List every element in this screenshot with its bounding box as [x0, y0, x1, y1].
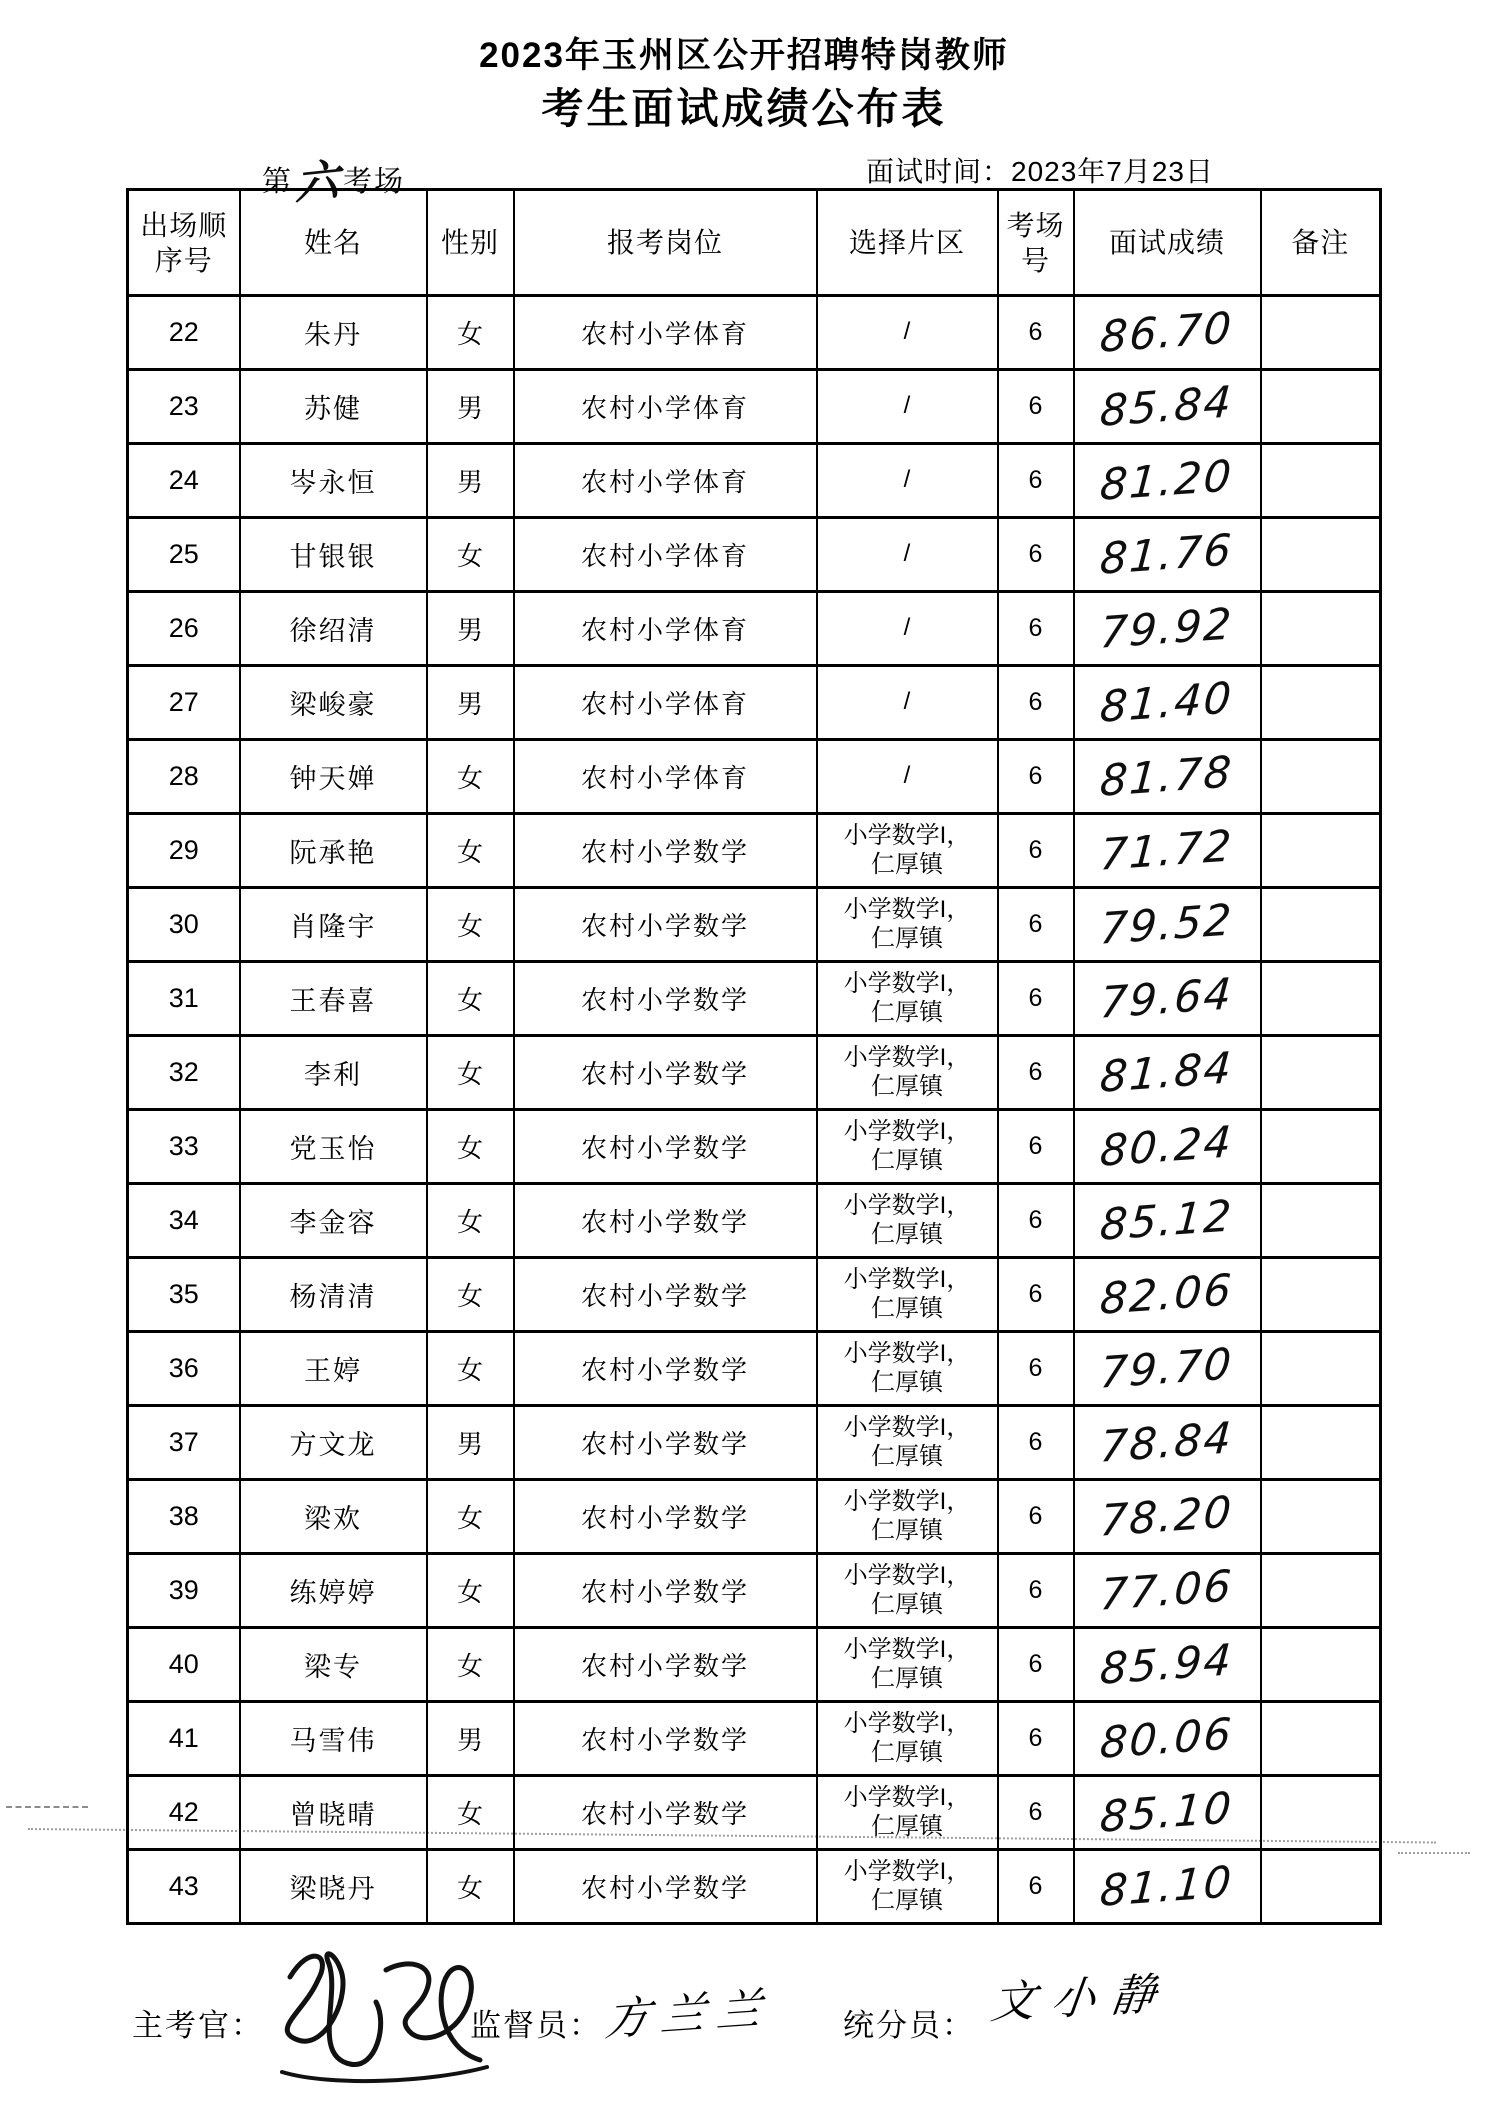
cell-name: 梁欢: [240, 1480, 427, 1554]
table-row: [128, 1776, 1381, 1850]
cell-score: [1074, 740, 1261, 814]
score-table-header-row: [128, 190, 1381, 296]
cell-district: 小学数学I， 仁厚镇: [817, 1258, 998, 1332]
handwritten-score: 79.64: [1098, 968, 1236, 1029]
cell-room: 6: [998, 592, 1074, 666]
exam-room-suffix: 考场: [343, 166, 406, 198]
table-row: [128, 814, 1381, 888]
handwritten-score: 79.70: [1098, 1338, 1236, 1399]
header-district: 选择片区: [817, 190, 998, 296]
cell-remark: [1261, 666, 1381, 740]
cell-room: 6: [998, 1554, 1074, 1628]
handwritten-score: 78.20: [1098, 1486, 1236, 1547]
handwritten-score: 80.06: [1098, 1708, 1236, 1769]
cell-position: 农村小学体育: [514, 666, 817, 740]
cell-district: /: [817, 666, 998, 740]
cell-order: 42: [128, 1776, 240, 1850]
cell-score: [1074, 1480, 1261, 1554]
cell-district: 小学数学I， 仁厚镇: [817, 1036, 998, 1110]
cell-room: 6: [998, 1184, 1074, 1258]
cell-district: /: [817, 518, 998, 592]
cell-score: [1074, 1702, 1261, 1776]
document-title-line2: 考生面试成绩公布表: [541, 85, 947, 132]
cell-name: 方文龙: [240, 1406, 427, 1480]
table-row: [128, 370, 1381, 444]
cell-position: 农村小学数学: [514, 1628, 817, 1702]
handwritten-score: 80.24: [1098, 1116, 1236, 1177]
handwritten-score: 81.78: [1098, 746, 1236, 807]
scorer-label: 统分员：: [843, 2008, 975, 2043]
table-row: [128, 1332, 1381, 1406]
cell-remark: [1261, 814, 1381, 888]
table-row: [128, 1702, 1381, 1776]
handwritten-score: 81.20: [1098, 450, 1236, 511]
exam-room-number-handwritten: 六: [295, 154, 341, 211]
cell-order: 35: [128, 1258, 240, 1332]
cell-gender: 女: [427, 888, 514, 962]
header-gender: 性别: [427, 190, 514, 296]
cell-score: [1074, 444, 1261, 518]
scan-artifact-dashed-line: [6, 1806, 88, 1808]
cell-gender: 男: [427, 666, 514, 740]
cell-score: [1074, 1406, 1261, 1480]
cell-gender: 女: [427, 814, 514, 888]
cell-remark: [1261, 1776, 1381, 1850]
cell-remark: [1261, 296, 1381, 370]
cell-district: 小学数学I， 仁厚镇: [817, 1332, 998, 1406]
cell-district: 小学数学I， 仁厚镇: [817, 1628, 998, 1702]
header-name: 姓名: [240, 190, 427, 296]
cell-remark: [1261, 518, 1381, 592]
signature-scribble-icon: [252, 1932, 502, 2097]
cell-name: 徐绍清: [240, 592, 427, 666]
cell-remark: [1261, 888, 1381, 962]
cell-room: 6: [998, 1850, 1074, 1924]
cell-name: 王春喜: [240, 962, 427, 1036]
cell-order: 43: [128, 1850, 240, 1924]
cell-remark: [1261, 370, 1381, 444]
handwritten-score: 85.12: [1098, 1190, 1236, 1251]
handwritten-score: 85.10: [1098, 1782, 1236, 1843]
table-row: [128, 1258, 1381, 1332]
cell-position: 农村小学数学: [514, 1702, 817, 1776]
cell-name: 肖隆宇: [240, 888, 427, 962]
table-row: [128, 1628, 1381, 1702]
handwritten-score: 81.76: [1098, 524, 1236, 585]
cell-gender: 女: [427, 1110, 514, 1184]
cell-position: 农村小学数学: [514, 1332, 817, 1406]
table-row: [128, 666, 1381, 740]
cell-order: 31: [128, 962, 240, 1036]
cell-gender: 男: [427, 1702, 514, 1776]
cell-position: 农村小学数学: [514, 1850, 817, 1924]
table-row: [128, 1110, 1381, 1184]
cell-position: 农村小学体育: [514, 444, 817, 518]
cell-order: 32: [128, 1036, 240, 1110]
cell-gender: 女: [427, 1628, 514, 1702]
cell-order: 24: [128, 444, 240, 518]
cell-name: 钟天婵: [240, 740, 427, 814]
cell-score: [1074, 1258, 1261, 1332]
cell-name: 梁峻豪: [240, 666, 427, 740]
cell-position: 农村小学数学: [514, 1776, 817, 1850]
cell-room: 6: [998, 888, 1074, 962]
cell-order: 27: [128, 666, 240, 740]
cell-room: 6: [998, 296, 1074, 370]
cell-score: [1074, 1110, 1261, 1184]
cell-remark: [1261, 1036, 1381, 1110]
table-row: [128, 1036, 1381, 1110]
cell-gender: 女: [427, 1776, 514, 1850]
cell-gender: 女: [427, 1332, 514, 1406]
cell-order: 29: [128, 814, 240, 888]
cell-district: 小学数学I， 仁厚镇: [817, 1702, 998, 1776]
supervisor-signature: 方兰兰: [601, 1982, 777, 2047]
cell-position: 农村小学数学: [514, 814, 817, 888]
cell-gender: 男: [427, 1406, 514, 1480]
cell-gender: 女: [427, 296, 514, 370]
cell-order: 37: [128, 1406, 240, 1480]
cell-order: 36: [128, 1332, 240, 1406]
cell-room: 6: [998, 1776, 1074, 1850]
handwritten-score: 81.84: [1098, 1042, 1236, 1103]
cell-remark: [1261, 1850, 1381, 1924]
handwritten-score: 71.72: [1098, 820, 1236, 881]
cell-position: 农村小学体育: [514, 518, 817, 592]
cell-name: 甘银银: [240, 518, 427, 592]
cell-district: /: [817, 296, 998, 370]
document-title-line1: 2023年玉州区公开招聘特岗教师: [479, 36, 1009, 75]
cell-position: 农村小学数学: [514, 1258, 817, 1332]
cell-name: 党玉怡: [240, 1110, 427, 1184]
table-row: [128, 888, 1381, 962]
cell-district: 小学数学I， 仁厚镇: [817, 1850, 998, 1924]
cell-remark: [1261, 1110, 1381, 1184]
cell-order: 33: [128, 1110, 240, 1184]
cell-room: 6: [998, 1036, 1074, 1110]
cell-room: 6: [998, 1110, 1074, 1184]
handwritten-score: 79.52: [1098, 894, 1236, 955]
cell-remark: [1261, 1184, 1381, 1258]
scorer-signature: 文小静: [988, 1968, 1175, 2029]
cell-name: 阮承艳: [240, 814, 427, 888]
cell-room: 6: [998, 740, 1074, 814]
cell-position: 农村小学数学: [514, 888, 817, 962]
cell-order: 25: [128, 518, 240, 592]
cell-name: 李利: [240, 1036, 427, 1110]
cell-name: 梁晓丹: [240, 1850, 427, 1924]
cell-gender: 女: [427, 1184, 514, 1258]
cell-order: 39: [128, 1554, 240, 1628]
cell-position: 农村小学数学: [514, 1036, 817, 1110]
cell-score: [1074, 962, 1261, 1036]
cell-district: 小学数学I， 仁厚镇: [817, 1184, 998, 1258]
header-score: 面试成绩: [1074, 190, 1261, 296]
cell-gender: 女: [427, 1554, 514, 1628]
cell-name: 梁专: [240, 1628, 427, 1702]
exam-room-prefix: 第: [262, 166, 294, 198]
cell-district: /: [817, 592, 998, 666]
handwritten-score: 81.10: [1098, 1856, 1236, 1917]
header-position: 报考岗位: [514, 190, 817, 296]
handwritten-score: 85.94: [1098, 1634, 1236, 1695]
cell-gender: 男: [427, 370, 514, 444]
cell-position: 农村小学体育: [514, 296, 817, 370]
cell-remark: [1261, 592, 1381, 666]
cell-room: 6: [998, 1258, 1074, 1332]
cell-score: [1074, 1332, 1261, 1406]
handwritten-score: 81.40: [1098, 672, 1236, 733]
cell-score: [1074, 1184, 1261, 1258]
cell-order: 34: [128, 1184, 240, 1258]
cell-room: 6: [998, 814, 1074, 888]
table-row: [128, 1850, 1381, 1924]
cell-remark: [1261, 1702, 1381, 1776]
supervisor-label: 监督员：: [470, 2008, 602, 2043]
cell-gender: 女: [427, 1480, 514, 1554]
header-remark: 备注: [1261, 190, 1381, 296]
cell-room: 6: [998, 1406, 1074, 1480]
cell-gender: 男: [427, 592, 514, 666]
cell-order: 38: [128, 1480, 240, 1554]
cell-name: 曾晓晴: [240, 1776, 427, 1850]
cell-position: 农村小学体育: [514, 370, 817, 444]
cell-score: [1074, 814, 1261, 888]
table-row: [128, 1406, 1381, 1480]
cell-remark: [1261, 1332, 1381, 1406]
cell-score: [1074, 1776, 1261, 1850]
cell-name: 朱丹: [240, 296, 427, 370]
cell-district: 小学数学I， 仁厚镇: [817, 1406, 998, 1480]
cell-remark: [1261, 1258, 1381, 1332]
cell-remark: [1261, 1554, 1381, 1628]
cell-district: 小学数学I， 仁厚镇: [817, 888, 998, 962]
cell-position: 农村小学体育: [514, 740, 817, 814]
cell-remark: [1261, 1406, 1381, 1480]
cell-room: 6: [998, 444, 1074, 518]
cell-gender: 男: [427, 444, 514, 518]
table-row: [128, 592, 1381, 666]
cell-score: [1074, 518, 1261, 592]
handwritten-score: 78.84: [1098, 1412, 1236, 1473]
cell-district: 小学数学I， 仁厚镇: [817, 962, 998, 1036]
cell-name: 杨清清: [240, 1258, 427, 1332]
cell-order: 40: [128, 1628, 240, 1702]
cell-district: 小学数学I， 仁厚镇: [817, 1480, 998, 1554]
cell-score: [1074, 1554, 1261, 1628]
cell-order: 22: [128, 296, 240, 370]
cell-gender: 女: [427, 1850, 514, 1924]
cell-room: 6: [998, 1628, 1074, 1702]
cell-remark: [1261, 962, 1381, 1036]
cell-name: 苏健: [240, 370, 427, 444]
cell-room: 6: [998, 1480, 1074, 1554]
cell-gender: 女: [427, 740, 514, 814]
cell-name: 李金容: [240, 1184, 427, 1258]
cell-district: 小学数学I， 仁厚镇: [817, 1776, 998, 1850]
table-row: [128, 518, 1381, 592]
handwritten-score: 82.06: [1098, 1264, 1236, 1325]
table-row: [128, 1184, 1381, 1258]
interview-time-label: 面试时间：2023年7月23日: [866, 156, 1215, 187]
cell-name: 练婷婷: [240, 1554, 427, 1628]
table-row: [128, 1480, 1381, 1554]
cell-gender: 女: [427, 518, 514, 592]
cell-district: 小学数学I， 仁厚镇: [817, 1110, 998, 1184]
cell-order: 41: [128, 1702, 240, 1776]
cell-district: /: [817, 740, 998, 814]
table-row: [128, 740, 1381, 814]
cell-district: 小学数学I， 仁厚镇: [817, 1554, 998, 1628]
cell-order: 23: [128, 370, 240, 444]
cell-score: [1074, 370, 1261, 444]
cell-room: 6: [998, 1702, 1074, 1776]
cell-name: 王婷: [240, 1332, 427, 1406]
table-row: [128, 962, 1381, 1036]
header-room: 考场 号: [998, 190, 1074, 296]
cell-remark: [1261, 444, 1381, 518]
cell-room: 6: [998, 1332, 1074, 1406]
cell-position: 农村小学数学: [514, 1406, 817, 1480]
cell-score: [1074, 296, 1261, 370]
cell-remark: [1261, 1480, 1381, 1554]
cell-gender: 女: [427, 1258, 514, 1332]
cell-remark: [1261, 740, 1381, 814]
scan-artifact-dotted-line: [1398, 1852, 1470, 1854]
cell-name: 马雪伟: [240, 1702, 427, 1776]
cell-district: 小学数学I， 仁厚镇: [817, 814, 998, 888]
cell-name: 岑永恒: [240, 444, 427, 518]
cell-position: 农村小学体育: [514, 592, 817, 666]
cell-score: [1074, 592, 1261, 666]
handwritten-score: 77.06: [1098, 1560, 1236, 1621]
score-table: [126, 188, 1382, 1925]
cell-score: [1074, 888, 1261, 962]
chief-examiner-signature-scribble: [252, 1932, 502, 2102]
cell-remark: [1261, 1628, 1381, 1702]
cell-room: 6: [998, 962, 1074, 1036]
table-row: [128, 1554, 1381, 1628]
cell-position: 农村小学数学: [514, 1110, 817, 1184]
cell-gender: 女: [427, 962, 514, 1036]
handwritten-score: 79.92: [1098, 598, 1236, 659]
cell-score: [1074, 666, 1261, 740]
cell-score: [1074, 1628, 1261, 1702]
cell-position: 农村小学数学: [514, 962, 817, 1036]
handwritten-score: 86.70: [1098, 302, 1236, 363]
cell-room: 6: [998, 518, 1074, 592]
cell-order: 28: [128, 740, 240, 814]
cell-gender: 女: [427, 1036, 514, 1110]
table-row: [128, 296, 1381, 370]
cell-order: 30: [128, 888, 240, 962]
cell-position: 农村小学数学: [514, 1480, 817, 1554]
table-row: [128, 444, 1381, 518]
cell-score: [1074, 1850, 1261, 1924]
cell-room: 6: [998, 666, 1074, 740]
cell-score: [1074, 1036, 1261, 1110]
cell-district: /: [817, 444, 998, 518]
cell-order: 26: [128, 592, 240, 666]
cell-district: /: [817, 370, 998, 444]
cell-position: 农村小学数学: [514, 1554, 817, 1628]
cell-position: 农村小学数学: [514, 1184, 817, 1258]
chief-examiner-label: 主考官：: [132, 2008, 264, 2043]
header-order: 出场顺 序号: [128, 190, 240, 296]
score-table-body: [128, 296, 1381, 1924]
handwritten-score: 85.84: [1098, 376, 1236, 437]
cell-room: 6: [998, 370, 1074, 444]
